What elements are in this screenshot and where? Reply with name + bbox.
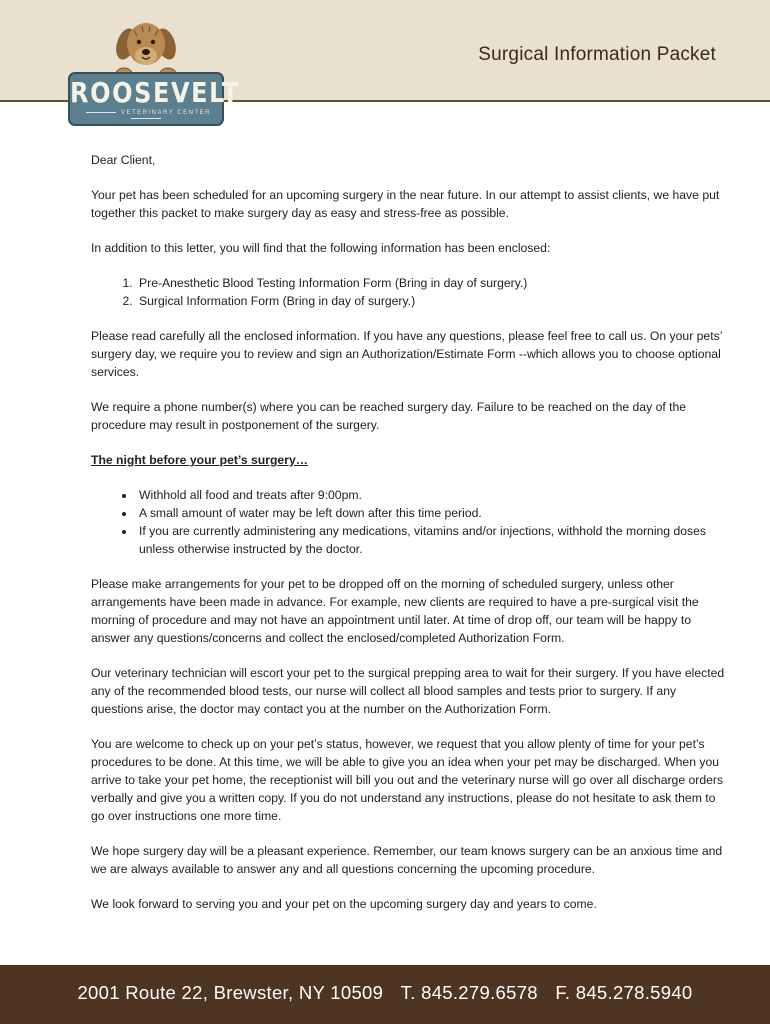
paragraph-technician: Our veterinary technician will escort your pet to the surgical prepping area to wait for their surgery. If you have elected any of the recommended blood tests, our nurse will collect all blood samples and tests prior to surgery. If any questions arise, the doctor may contact you at the number on the Authorization Form. (91, 666, 725, 716)
logo-name: ROOSEVELT (70, 76, 241, 110)
enclosed-list (91, 274, 731, 310)
roosevelt-logo (68, 20, 241, 128)
dog-mascot-icon (112, 20, 180, 80)
list-item: 1. Pre-Anesthetic Blood Testing Information Form (Bring in day of surgery.) (136, 274, 731, 292)
paragraph-pleasant: We hope surgery day will be a pleasant experience. Remember, our team knows surgery can be an anxious time and we are always available to answer any and all questions concerning the upcoming procedure. (91, 844, 723, 876)
night-before-heading: The night before your pet’s surgery… (91, 453, 308, 467)
footer-address: 2001 Route 22, Brewster, NY 10509 (77, 982, 384, 1003)
paragraph-phone: We require a phone number(s) where you can be reached surgery day. Failure to be reached on the day of the procedure may result in postponement of the surgery. (91, 400, 687, 432)
letter-body (91, 151, 731, 930)
logo-plate (68, 72, 241, 126)
footer-contact (0, 982, 770, 1004)
list-item: 2. Surgical Information Form (Bring in day of surgery.) (136, 292, 731, 310)
logo-subtitle: VETERINARY CENTER (76, 110, 216, 122)
paragraph-drop-off: Please make arrangements for your pet to be dropped off on the morning of scheduled surgery, unless other arrangements have been made in advance. For example, new clients are required to have a pre-surgical visit the morning of procedure and may not have an appointment until later. At time of drop off, our team will be happy to answer any questions/concerns and collect the enclosed/completed Authorization Form. (91, 577, 699, 645)
list-item: • If you are currently administering any medications, vitamins and/or injections, withhold the morning doses unless otherwise instructed by the doctor. (136, 522, 731, 558)
paragraph-read-carefully: Please read carefully all the enclosed information. If you have any questions, please feel free to call us. On your pets’ surgery day, we require you to review and sign an Authorization/Estimate Form --which allows you to choose optional services. (91, 329, 722, 379)
paragraph-enclosed-intro: In addition to this letter, you will find that the following information has been enclosed: (91, 241, 551, 255)
footer-fax: F. 845.278.5940 (555, 982, 693, 1003)
night-before-list (91, 486, 731, 558)
paragraph-intro: Your pet has been scheduled for an upcoming surgery in the near future. In our attempt to assist clients, we have put together this packet to make surgery day as easy and stress-free as possible. (91, 188, 720, 220)
greeting: Dear Client, (91, 153, 156, 167)
page-header (0, 0, 770, 116)
paragraph-status: You are welcome to check up on your pet’s status, however, we request that you allow plenty of time for your pet’s procedures to be done. At this time, we will be able to give you an idea when your pet may be discharged. When you arrive to take your pet home, the receptionist will bill you out and the veterinary nurse will go over all discharge orders verbally and give you a written copy. If you do not understand any instructions, please do not hesitate to ask them to go over instructions one more time. (91, 737, 724, 823)
page-title: Surgical Information Packet (478, 44, 716, 65)
list-item: • A small amount of water may be left down after this time period. (136, 504, 731, 522)
paragraph-closing: We look forward to serving you and your pet on the upcoming surgery day and years to come. (91, 897, 597, 911)
list-item: • Withhold all food and treats after 9:00pm. (136, 486, 731, 504)
page-footer (0, 965, 770, 1024)
footer-phone: T. 845.279.6578 (400, 982, 538, 1003)
